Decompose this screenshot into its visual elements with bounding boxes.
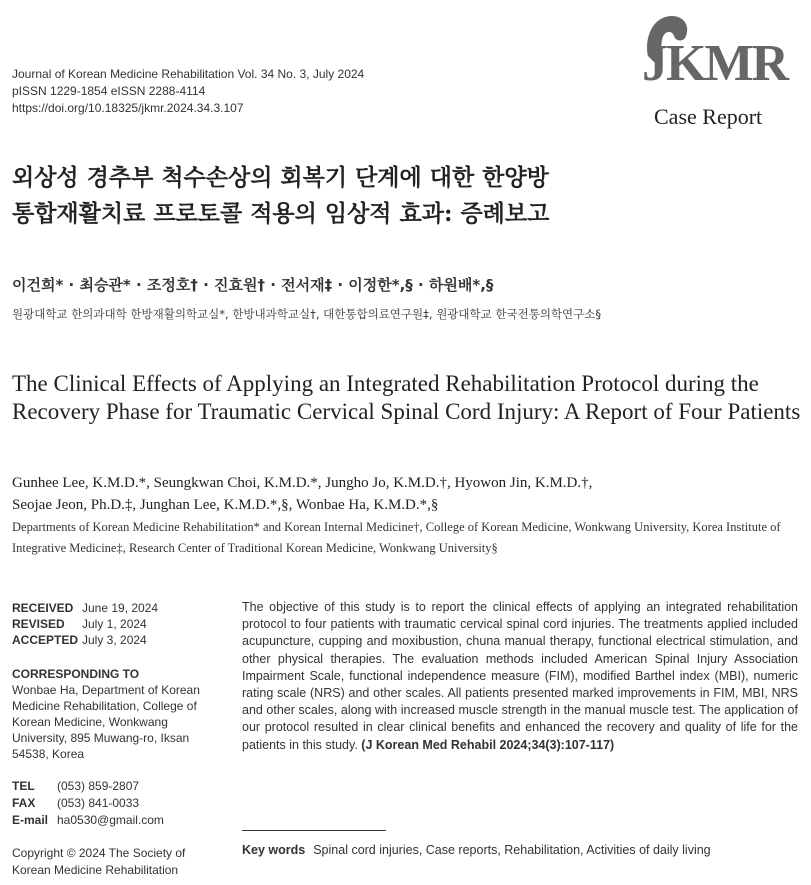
english-authors-line1: Gunhee Lee, K.M.D.*, Seungkwan Choi, K.M.D.*, Jungho Jo, K.M.D.†, Hyowon Jin, K.M.D.†,	[12, 475, 593, 491]
fax-value: (053) 841-0033	[57, 796, 140, 810]
logo-text: JKMR	[642, 35, 788, 92]
received-date: June 19, 2024	[82, 601, 159, 615]
keywords	[242, 843, 711, 857]
korean-authors: 이건희* · 최승관* · 조정호† · 진효원† · 전서재‡ · 이정한*,§ · 하원배*,§	[12, 276, 494, 294]
abstract-citation: (J Korean Med Rehabil 2024;34(3):107-117)	[361, 737, 615, 752]
abstract	[242, 599, 798, 754]
email-value[interactable]: ha0530@gmail.com	[57, 813, 164, 827]
korean-title	[12, 160, 549, 232]
tel-value: (053) 859-2807	[57, 779, 140, 793]
revised-label: REVISED	[12, 617, 65, 631]
accepted-row	[12, 632, 222, 648]
english-title: The Clinical Effects of Applying an Integrated Rehabilitation Protocol during the Recovery Phase for Traumatic Cervical Spinal Cord Injury: A Report of Four Patients	[12, 371, 801, 424]
corresponding-heading: CORRESPONDING TO	[12, 667, 140, 681]
received-row	[12, 600, 222, 616]
copyright-line2: Korean Medicine Rehabilitation	[12, 863, 179, 877]
email-label: E-mail	[12, 813, 49, 827]
english-authors	[12, 472, 802, 516]
tel-label: TEL	[12, 779, 35, 793]
article-type: Case Report	[654, 104, 763, 129]
keywords-label: Key words	[242, 843, 306, 857]
copyright	[12, 845, 222, 879]
keywords-text: Spinal cord injuries, Case reports, Rehabilitation, Activities of daily living	[313, 843, 711, 857]
korean-title-line1: 외상성 경추부 척수손상의 회복기 단계에 대한 한양방	[12, 164, 549, 191]
journal-doi[interactable]: https://doi.org/10.18325/jkmr.2024.34.3.107	[12, 101, 244, 115]
corresponding-address: Wonbae Ha, Department of Korean Medicine Rehabilitation, College of Korean Medicine, Wonkwang University, 895 Muwang-ro, Iksan 54538, Korea	[12, 683, 200, 761]
accepted-label: ACCEPTED	[12, 633, 79, 647]
fax-row	[12, 795, 222, 812]
fax-label: FAX	[12, 796, 36, 810]
english-affiliation: Departments of Korean Medicine Rehabilitation* and Korean Internal Medicine†, College of Korean Medicine, Wonkwang University, Korea Institute of Integrative Medicine‡, Research Center of Traditional Korean Medicine, Wonkwang University§	[12, 520, 781, 555]
abstract-text: The objective of this study is to report the clinical effects of applying an integrated rehabilitation protocol to four patients with traumatic cervical spinal cord injuries. The treatments applied included acupuncture, cupping and moxibustion, chuna manual therapy, functional electrical stimulation, and other physical therapies. The evaluation methods included American Spinal Injury Association Impairment Scale, functional independence measure (FIM), modified Barthel index (MBI), numeric rating scale (NRS) and other scales. All patients presented marked improvements in FIM, MBI, NRS and other scales, along with increased muscle strength in the manual muscle test. The application of our protocol resulted in clear clinical benefits and enhanced the recovery and quality of life for the patients in this study.	[242, 600, 798, 752]
accepted-date: July 3, 2024	[82, 633, 147, 647]
journal-header	[12, 66, 364, 117]
tel-row	[12, 778, 222, 795]
journal-logo	[640, 6, 800, 96]
keywords-divider	[242, 830, 386, 831]
revised-date: July 1, 2024	[82, 617, 147, 631]
korean-affiliation: 원광대학교 한의과대학 한방재활의학교실*, 한방내과학교실†, 대한통합의료연구원‡, 원광대학교 한국전통의학연구소§	[12, 307, 602, 321]
article-info-column	[12, 600, 222, 879]
copyright-line1: Copyright © 2024 The Society of	[12, 846, 186, 860]
email-row	[12, 812, 222, 829]
journal-issn: pISSN 1229-1854 eISSN 2288-4114	[12, 84, 206, 98]
english-authors-line2: Seojae Jeon, Ph.D.‡, Junghan Lee, K.M.D.*,§, Wonbae Ha, K.M.D.*,§	[12, 497, 439, 513]
revised-row	[12, 616, 222, 632]
journal-name: Journal of Korean Medicine Rehabilitation Vol. 34 No. 3, July 2024	[12, 67, 365, 81]
received-label: RECEIVED	[12, 601, 74, 615]
korean-title-line2: 통합재활치료 프로토콜 적용의 임상적 효과: 증례보고	[12, 200, 550, 227]
